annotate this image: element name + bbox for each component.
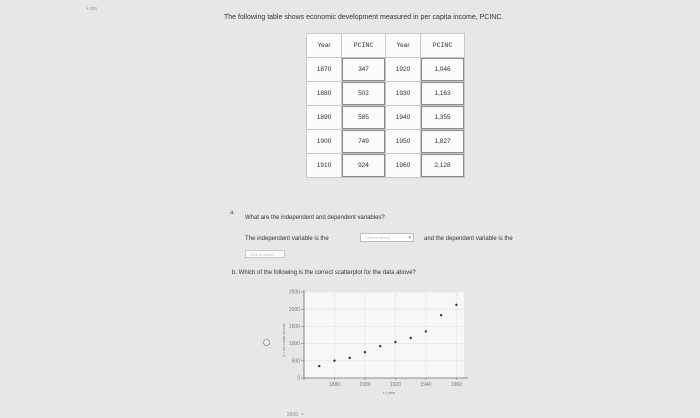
data-point <box>409 337 411 339</box>
x-tick-labels <box>329 378 462 388</box>
cell-pcinc: 585 <box>342 106 386 130</box>
cell-year: 1870 <box>307 58 342 82</box>
y-tick-label: 1000 <box>288 341 300 348</box>
header-year: Year <box>307 34 342 58</box>
cell-pcinc: 347 <box>342 58 386 82</box>
dropdown-placeholder: Click to select <box>249 252 274 257</box>
cell-year: 1900 <box>307 130 342 154</box>
y-tick-labels <box>289 290 304 382</box>
cell-pcinc: 1,355 <box>421 106 465 130</box>
cell-year: 1930 <box>386 82 421 106</box>
data-point <box>425 330 427 332</box>
header-pcinc: PCINC <box>421 34 465 58</box>
cell-year: 1920 <box>386 58 421 82</box>
y-tick-label: 0 <box>297 375 300 382</box>
y-axis-label: y = per capita income <box>282 323 286 357</box>
data-point <box>349 357 351 359</box>
cell-pcinc: 924 <box>342 154 386 178</box>
y-tick-label: 1500 <box>288 324 300 330</box>
data-point <box>333 360 335 362</box>
data-point <box>318 365 320 367</box>
x-tick-label: 1940 <box>420 382 432 388</box>
question-a-prompt: What are the independent and dependent variables? <box>245 215 385 221</box>
cell-pcinc: 749 <box>342 130 386 154</box>
data-point <box>364 351 366 353</box>
data-point <box>440 314 442 316</box>
x-tick-label: 1920 <box>389 382 401 388</box>
cell-year: 1950 <box>386 130 421 154</box>
x-axis-label: x = year <box>382 391 396 395</box>
header-year: Year <box>386 34 421 58</box>
y-tick-label: 2500 <box>288 289 300 296</box>
cell-year: 1910 <box>307 154 342 178</box>
header-pcinc: PCINC <box>342 34 386 58</box>
y-tick-label: 2000 <box>288 306 300 313</box>
cell-year: 1960 <box>386 154 421 178</box>
cell-pcinc: 502 <box>342 82 386 106</box>
independent-variable-text: The independent variable is the <box>245 236 329 242</box>
dropdown-placeholder: Click to select <box>365 235 390 240</box>
points-label: + pts <box>86 6 97 12</box>
cell-year: 1890 <box>307 106 342 130</box>
question-a-marker: a. <box>230 210 236 216</box>
chevron-down-icon: ▾ <box>408 235 411 241</box>
data-point <box>455 304 457 306</box>
question-b-prompt: b. Which of the following is the correct scatterplot for the data above? <box>232 270 416 276</box>
cell-pcinc: 1,046 <box>421 58 465 82</box>
x-tick-label: 1960 <box>450 382 462 388</box>
cell-pcinc: 1,827 <box>421 130 465 154</box>
cell-year: 1880 <box>307 82 342 106</box>
question-intro: The following table shows economic development measured in per capita income, PCINC. <box>224 14 504 21</box>
x-tick-label: 1900 <box>359 382 371 388</box>
cell-pcinc: 1,163 <box>421 82 465 106</box>
data-point <box>394 341 396 343</box>
y-tick-label: 500 <box>291 358 300 365</box>
dependent-variable-text: and the dependent variable is the <box>424 236 513 242</box>
cell-year: 1940 <box>386 106 421 130</box>
data-point <box>379 345 381 347</box>
next-chart-y-tick: 2500 <box>286 412 298 418</box>
cell-pcinc: 2,128 <box>421 154 465 178</box>
x-tick-label: 1880 <box>328 382 341 388</box>
plot-area <box>304 292 464 378</box>
